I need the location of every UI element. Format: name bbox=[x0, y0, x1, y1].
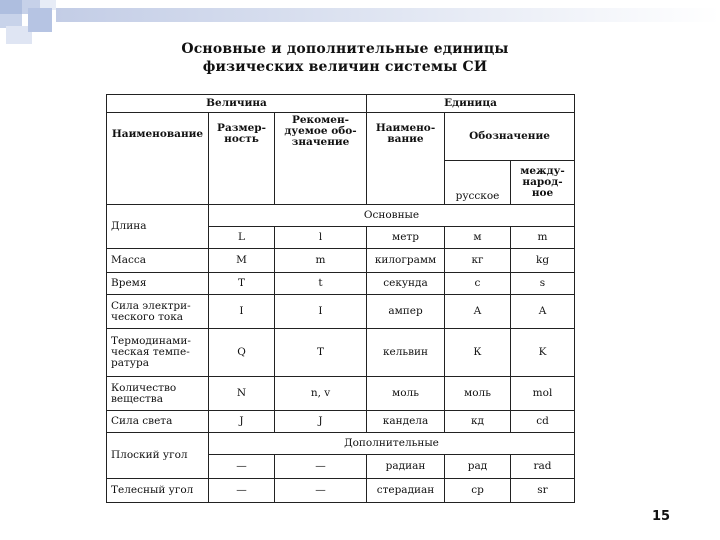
quantity-group-header: Величина bbox=[107, 95, 367, 113]
col-header-dimension: Размер-ность bbox=[209, 113, 275, 205]
row-name: Количество вещества bbox=[107, 377, 209, 411]
section-label-additional: Дополнительные bbox=[209, 433, 575, 455]
cell-unit: ампер bbox=[367, 295, 445, 329]
table-row bbox=[107, 273, 575, 295]
cell-ru: ср bbox=[445, 479, 511, 503]
cell-ru: с bbox=[445, 273, 511, 295]
cell-ru: рад bbox=[445, 455, 511, 479]
cell-intl: kg bbox=[511, 249, 575, 273]
cell-dimension: — bbox=[209, 479, 275, 503]
col-header-name: Наименование bbox=[107, 113, 209, 205]
cell-intl: s bbox=[511, 273, 575, 295]
row-name: Длина bbox=[107, 205, 209, 249]
cell-symbol: m bbox=[275, 249, 367, 273]
header-band bbox=[56, 8, 720, 22]
header-row-columns bbox=[107, 113, 575, 161]
cell-dimension: J bbox=[209, 411, 275, 433]
cell-ru: кд bbox=[445, 411, 511, 433]
col-header-designation: Обозначение bbox=[445, 113, 575, 161]
cell-intl: m bbox=[511, 227, 575, 249]
section-label-basic: Основные bbox=[209, 205, 575, 227]
row-name: Сила электри-ческого тока bbox=[107, 295, 209, 329]
cell-ru: А bbox=[445, 295, 511, 329]
cell-intl: cd bbox=[511, 411, 575, 433]
cell-symbol: — bbox=[275, 479, 367, 503]
cell-ru: К bbox=[445, 329, 511, 377]
section-row-additional bbox=[107, 433, 575, 455]
cell-unit: радиан bbox=[367, 455, 445, 479]
cell-intl: rad bbox=[511, 455, 575, 479]
cell-intl: A bbox=[511, 295, 575, 329]
table-row bbox=[107, 295, 575, 329]
cell-ru: м bbox=[445, 227, 511, 249]
row-name: Термодинами-ческая темпе-ратура bbox=[107, 329, 209, 377]
cell-unit: моль bbox=[367, 377, 445, 411]
cell-symbol: l bbox=[275, 227, 367, 249]
cell-intl: mol bbox=[511, 377, 575, 411]
row-name: Телесный угол bbox=[107, 479, 209, 503]
cell-dimension: T bbox=[209, 273, 275, 295]
cell-unit: стерадиан bbox=[367, 479, 445, 503]
title-line-2: физических величин системы СИ bbox=[202, 59, 488, 75]
table-row bbox=[107, 411, 575, 433]
table-row bbox=[107, 249, 575, 273]
col-header-russian: русское bbox=[445, 161, 511, 205]
row-name: Плоский угол bbox=[107, 433, 209, 479]
cell-unit: метр bbox=[367, 227, 445, 249]
col-header-international: между-народ-ное bbox=[511, 161, 575, 205]
decor-square bbox=[28, 8, 52, 32]
cell-symbol: — bbox=[275, 455, 367, 479]
title-line-1: Основные и дополнительные единицы bbox=[181, 41, 509, 57]
cell-intl: K bbox=[511, 329, 575, 377]
row-name: Масса bbox=[107, 249, 209, 273]
cell-unit: секунда bbox=[367, 273, 445, 295]
cell-dimension: N bbox=[209, 377, 275, 411]
cell-unit: кельвин bbox=[367, 329, 445, 377]
page-title bbox=[150, 40, 540, 76]
cell-symbol: n, v bbox=[275, 377, 367, 411]
table-row bbox=[107, 329, 575, 377]
row-name: Сила света bbox=[107, 411, 209, 433]
row-name: Время bbox=[107, 273, 209, 295]
page-number: 15 bbox=[652, 509, 671, 524]
unit-group-header: Единица bbox=[367, 95, 575, 113]
table-row bbox=[107, 479, 575, 503]
col-header-unit-name: Наимено-вание bbox=[367, 113, 445, 205]
cell-symbol: t bbox=[275, 273, 367, 295]
cell-ru: кг bbox=[445, 249, 511, 273]
cell-symbol: I bbox=[275, 295, 367, 329]
cell-dimension: M bbox=[209, 249, 275, 273]
cell-symbol: T bbox=[275, 329, 367, 377]
header-row-group bbox=[107, 95, 575, 113]
decor-square bbox=[0, 0, 22, 14]
cell-dimension: Q bbox=[209, 329, 275, 377]
table-row bbox=[107, 377, 575, 411]
cell-dimension: — bbox=[209, 455, 275, 479]
cell-dimension: L bbox=[209, 227, 275, 249]
si-units-table bbox=[106, 94, 575, 503]
cell-unit: кандела bbox=[367, 411, 445, 433]
cell-intl: sr bbox=[511, 479, 575, 503]
cell-dimension: I bbox=[209, 295, 275, 329]
section-row-basic bbox=[107, 205, 575, 227]
cell-unit: килограмм bbox=[367, 249, 445, 273]
col-header-recommended: Рекомен-дуемое обо-значение bbox=[275, 113, 367, 205]
cell-symbol: J bbox=[275, 411, 367, 433]
cell-ru: моль bbox=[445, 377, 511, 411]
